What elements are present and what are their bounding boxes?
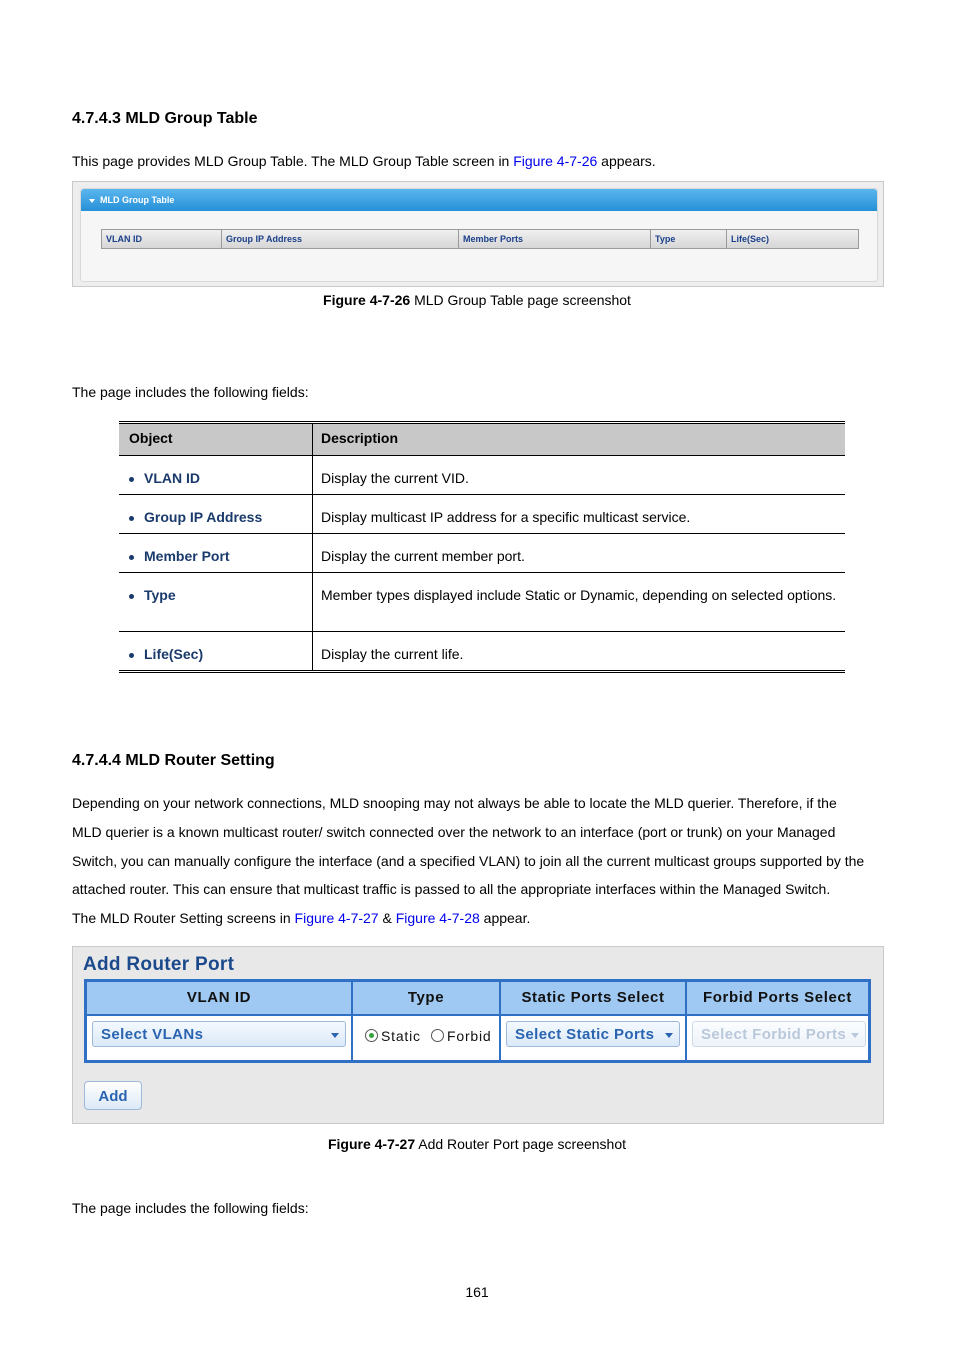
paragraph-line: MLD querier is a known multicast router/ switch connected over the network to an interface (port or trunk) on your Managed — [72, 823, 836, 840]
panel-header[interactable] — [81, 189, 877, 211]
forbid-ports-cell — [687, 1016, 868, 1060]
section-heading-mld-group-table: 4.7.4.3 MLD Group Table — [72, 110, 258, 127]
intro-text-end: appears. — [597, 153, 656, 169]
select-forbid-ports-dropdown — [692, 1021, 866, 1047]
col-life-sec: Life(Sec) — [731, 234, 770, 244]
chevron-down-icon — [665, 1033, 673, 1038]
figure-label: Figure 4-7-26 — [323, 292, 411, 308]
add-button[interactable]: Add — [84, 1081, 142, 1110]
object-cell — [119, 534, 313, 572]
col-type: Type — [353, 982, 501, 1014]
description-cell: Display the current member port. — [321, 548, 525, 564]
section2-paragraph — [72, 789, 892, 933]
table-row — [119, 573, 845, 632]
radio-static[interactable] — [365, 1028, 421, 1044]
page-number: 161 — [465, 1284, 489, 1300]
paragraph-line: Switch, you can manually configure the interface (and a specified VLAN) to join all the current multicast groups supported by the — [72, 852, 865, 869]
paragraph-line: Depending on your network connections, MLD snooping may not always be able to locate the MLD querier. Therefore, if the — [72, 795, 837, 811]
vlan-cell — [87, 1016, 353, 1060]
select-static-ports-dropdown[interactable] — [506, 1021, 680, 1047]
table-row — [119, 456, 845, 495]
figure-link-4-7-26[interactable]: Figure 4-7-26 — [513, 153, 598, 169]
col-type: Type — [651, 230, 727, 248]
add-router-port-table — [84, 979, 871, 1063]
select-static-ports-label: Select Static Ports — [515, 1026, 655, 1043]
description-cell: Display the current life. — [321, 646, 464, 662]
select-forbid-ports-label: Select Forbid Ports — [701, 1026, 847, 1043]
description-cell: Display the current VID. — [321, 470, 469, 486]
table-row — [119, 632, 845, 670]
description-cell: Display multicast IP address for a specific multicast service. — [321, 509, 691, 525]
screens-amp: & — [378, 910, 396, 927]
figure-text: MLD Group Table page screenshot — [410, 292, 631, 308]
router-table-header — [87, 982, 868, 1016]
fields-intro-1: The page includes the following fields: — [72, 384, 309, 400]
col-member-ports: Member Ports — [459, 230, 651, 248]
chevron-down-icon — [851, 1033, 859, 1038]
paragraph-line: attached router. This can ensure that multicast traffic is passed to all the appropriate interfaces within the Managed Switch. — [72, 881, 831, 898]
add-router-port-screenshot — [72, 946, 884, 1124]
bullet-icon — [129, 477, 134, 482]
figure-caption-4-7-26 — [0, 292, 954, 308]
screens-text: The MLD Router Setting screens in — [72, 910, 295, 927]
col-group-ip-address: Group IP Address — [222, 230, 459, 248]
table-header-row — [119, 424, 845, 456]
object-cell — [119, 456, 313, 494]
mld-group-table-panel — [80, 188, 878, 282]
section-intro — [72, 147, 656, 176]
object-cell — [119, 573, 313, 631]
bullet-icon — [129, 653, 134, 658]
group-table-header — [101, 229, 859, 249]
col-vlan-id: VLAN ID — [87, 982, 353, 1014]
figure-label: Figure 4-7-27 — [327, 1136, 416, 1152]
intro-text: This page provides MLD Group Table. The MLD Group Table screen in — [72, 153, 514, 169]
type-cell — [353, 1016, 501, 1060]
object-name: Type — [144, 587, 176, 603]
radio-selected-icon[interactable] — [365, 1029, 378, 1042]
fields-intro-2: The page includes the following fields: — [72, 1200, 309, 1216]
header-description: Description — [321, 430, 399, 446]
mld-group-table-screenshot — [72, 181, 884, 287]
description-cell: Member types displayed include Static or Dynamic, depending on selected options. — [321, 587, 837, 603]
panel-title: MLD Group Table — [100, 195, 175, 205]
bullet-icon — [129, 555, 134, 560]
paragraph-line-screens — [72, 904, 892, 933]
radio-static-label: Static — [381, 1028, 421, 1044]
col-forbid-ports-select: Forbid Ports Select — [703, 989, 852, 1006]
table-row — [119, 495, 845, 534]
radio-unselected-icon[interactable] — [431, 1029, 444, 1042]
header-object: Object — [119, 424, 313, 455]
field-description-table — [119, 421, 845, 673]
figure-text: Add Router Port page screenshot — [415, 1136, 627, 1152]
section-heading-mld-router-setting: 4.7.4.4 MLD Router Setting — [72, 752, 275, 769]
figure-link-4-7-28[interactable]: Figure 4-7-28 — [395, 910, 480, 927]
figure-caption-4-7-27 — [0, 1136, 954, 1152]
bullet-icon — [129, 516, 134, 521]
screens-text-end: appear. — [479, 910, 531, 927]
object-cell — [119, 632, 313, 670]
add-router-port-title: Add Router Port — [83, 954, 235, 975]
object-name: VLAN ID — [144, 470, 200, 486]
radio-forbid[interactable] — [431, 1028, 491, 1044]
object-cell — [119, 495, 313, 533]
select-vlans-label: Select VLANs — [101, 1026, 204, 1043]
col-static-ports-select: Static Ports Select — [501, 982, 687, 1014]
chevron-down-icon — [331, 1033, 339, 1038]
object-name: Member Port — [144, 548, 230, 564]
select-vlans-dropdown[interactable] — [92, 1021, 346, 1047]
bullet-icon — [129, 594, 134, 599]
col-vlan-id: VLAN ID — [102, 230, 222, 248]
object-name: Group IP Address — [144, 509, 263, 525]
router-table-row — [87, 1016, 868, 1060]
figure-link-4-7-27[interactable]: Figure 4-7-27 — [294, 910, 379, 927]
object-name: Life(Sec) — [144, 646, 204, 662]
collapse-triangle-icon[interactable] — [89, 199, 95, 203]
radio-forbid-label: Forbid — [447, 1028, 492, 1044]
static-ports-cell — [501, 1016, 687, 1060]
table-row — [119, 534, 845, 573]
